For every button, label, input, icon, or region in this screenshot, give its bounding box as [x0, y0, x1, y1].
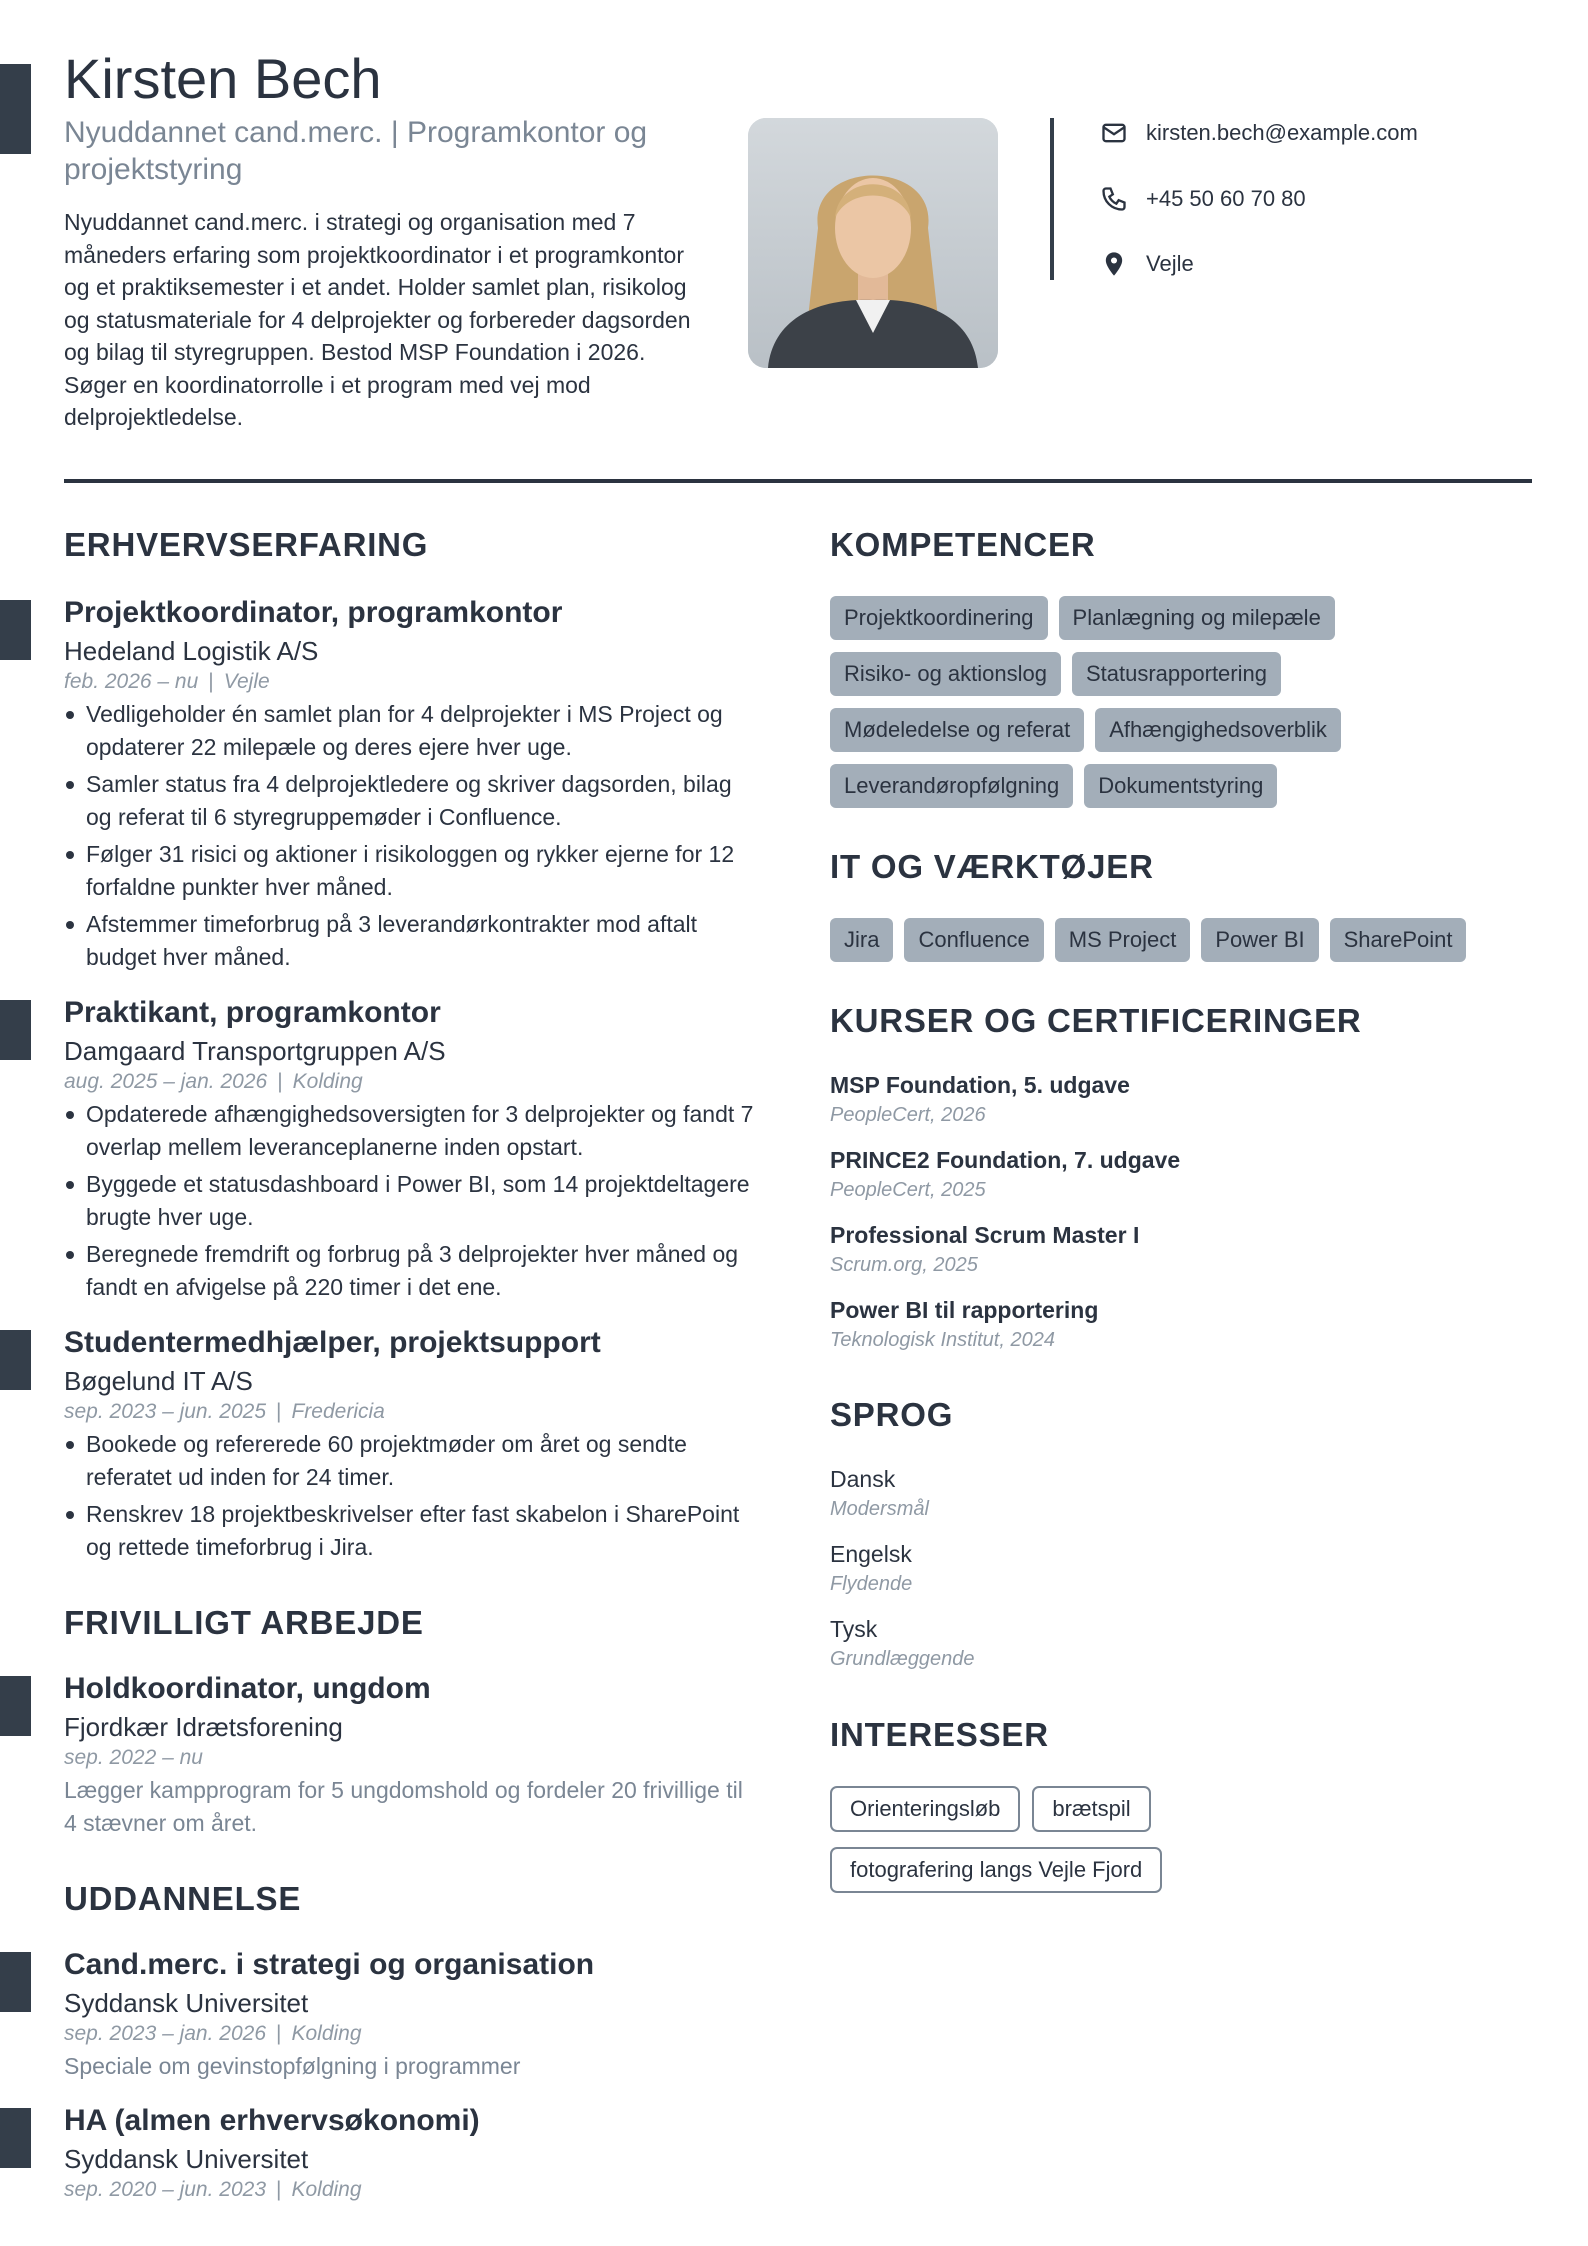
list-item: Vedligeholder én samlet plan for 4 delprojekter i MS Project og opdaterer 22 milepæle og deres ejere hver uge. [64, 698, 754, 763]
course-issuer: PeopleCert, 2025 [830, 1179, 986, 1201]
course-name: Power BI til rapportering [830, 1297, 1099, 1323]
job-place: Fredericia [291, 1400, 385, 1423]
job-meta: aug. 2025 – jan. 2026 | Kolding [64, 1070, 363, 1093]
skill-tag: Dokumentstyring [1084, 764, 1277, 808]
tool-tag: MS Project [1055, 918, 1191, 962]
volunteer-desc: Lægger kampprogram for 5 ungdomshold og fordeler 20 frivillige til 4 stævner om året. [64, 1777, 743, 1836]
skill-tag: Mødeledelse og referat [830, 708, 1084, 752]
candidate-name: Kirsten Bech [64, 47, 382, 110]
volunteer-date: sep. 2022 – nu [64, 1746, 203, 1769]
course-issuer: PeopleCert, 2026 [830, 1104, 986, 1126]
skill-tag: Statusrapportering [1072, 652, 1281, 696]
tool-tag: SharePoint [1330, 918, 1467, 962]
job-date: sep. 2023 – jun. 2025 [64, 1400, 267, 1423]
degree-title: Cand.merc. i strategi og organisation [64, 1948, 595, 1981]
job-title: Projektkoordinator, programkontor [64, 596, 563, 629]
education-marker [0, 2108, 31, 2168]
job-place: Vejle [223, 670, 270, 693]
list-item: Renskrev 18 projektbeskrivelser efter fast skabelon i SharePoint og rettede timeforbrug i Jira. [64, 1498, 754, 1563]
skill-tag: Leverandøropfølgning [830, 764, 1073, 808]
course-name: MSP Foundation, 5. udgave [830, 1072, 1130, 1098]
education-place: Kolding [291, 2178, 362, 2201]
education-place: Kolding [291, 2022, 362, 2045]
job-bullets [64, 1428, 754, 1568]
header-marker [0, 64, 31, 154]
experience-heading: ERHVERVSERFARING [64, 526, 429, 563]
job-date: feb. 2026 – nu [64, 670, 199, 693]
job-marker [0, 1330, 31, 1390]
job-company: Bøgelund IT A/S [64, 1366, 253, 1396]
profile-photo [748, 118, 998, 368]
list-item: Byggede et statusdashboard i Power BI, som 14 projektdeltagere brugte hver uge. [64, 1168, 754, 1233]
job-meta: feb. 2026 – nu | Vejle [64, 670, 270, 693]
tool-tag: Jira [830, 918, 893, 962]
contact-phone[interactable] [1100, 184, 1306, 214]
list-item: Afstemmer timeforbrug på 3 leverandørkontrakter mod aftalt budget hver måned. [64, 908, 754, 973]
language-level: Grundlæggende [830, 1648, 975, 1670]
school-name: Syddansk Universitet [64, 1988, 309, 2018]
education-date: sep. 2023 – jan. 2026 [64, 2022, 267, 2045]
location-text: Vejle [1146, 251, 1194, 276]
tools-heading: IT OG VÆRKTØJER [830, 848, 1154, 885]
job-bullets [64, 698, 754, 978]
skill-tag: Risiko- og aktionslog [830, 652, 1061, 696]
job-title: Studentermedhjælper, projektsupport [64, 1326, 601, 1359]
language-name: Tysk [830, 1616, 878, 1642]
tool-tag: Power BI [1201, 918, 1318, 962]
language-level: Flydende [830, 1573, 913, 1595]
interest-tag: fotografering langs Vejle Fjord [830, 1847, 1162, 1893]
education-meta: sep. 2020 – jun. 2023 | Kolding [64, 2178, 362, 2201]
interest-tag: brætspil [1032, 1786, 1150, 1832]
location-icon [1100, 250, 1128, 278]
course-issuer: Teknologisk Institut, 2024 [830, 1329, 1055, 1351]
header-rule [64, 479, 1532, 483]
headline: Nyuddannet cand.merc. | Programkontor og projektstyring [64, 116, 648, 186]
interests-tags [830, 1786, 1390, 1893]
skill-tag: Planlægning og milepæle [1059, 596, 1335, 640]
school-name: Syddansk Universitet [64, 2144, 309, 2174]
skills-heading: KOMPETENCER [830, 526, 1096, 563]
education-meta: sep. 2023 – jan. 2026 | Kolding [64, 2022, 362, 2045]
education-desc: Speciale om gevinstopfølgning i programmer [64, 2053, 521, 2079]
contact-divider [1050, 118, 1054, 280]
list-item: Bookede og refererede 60 projektmøder om året og sendte referatet ud inden for 24 timer. [64, 1428, 754, 1493]
education-date: sep. 2020 – jun. 2023 [64, 2178, 267, 2201]
email-text: kirsten.bech@example.com [1146, 120, 1418, 145]
tool-tag: Confluence [904, 918, 1043, 962]
degree-title: HA (almen erhvervsøkonomi) [64, 2104, 480, 2137]
job-date: aug. 2025 – jan. 2026 [64, 1070, 268, 1093]
language-name: Dansk [830, 1466, 896, 1492]
phone-text: +45 50 60 70 80 [1146, 186, 1306, 211]
volunteer-heading: FRIVILLIGT ARBEJDE [64, 1604, 424, 1641]
course-name: Professional Scrum Master I [830, 1222, 1140, 1248]
skill-tag: Afhængighedsoverblik [1095, 708, 1341, 752]
courses-heading: KURSER OG CERTIFICERINGER [830, 1002, 1362, 1039]
language-level: Modersmål [830, 1498, 929, 1520]
course-name: PRINCE2 Foundation, 7. udgave [830, 1147, 1181, 1173]
interests-heading: INTERESSER [830, 1716, 1049, 1753]
interest-tag: Orienteringsløb [830, 1786, 1020, 1832]
volunteer-org: Fjordkær Idrætsforening [64, 1712, 343, 1742]
contact-location [1100, 249, 1194, 279]
education-heading: UDDANNELSE [64, 1880, 302, 1917]
list-item: Opdaterede afhængighedsoversigten for 3 delprojekter og fandt 7 overlap mellem leveranceplanerne inden opstart. [64, 1098, 754, 1163]
language-name: Engelsk [830, 1541, 912, 1567]
volunteer-marker [0, 1676, 31, 1736]
phone-icon [1100, 185, 1128, 213]
contact-email[interactable] [1100, 118, 1418, 148]
job-company: Damgaard Transportgruppen A/S [64, 1036, 446, 1066]
skill-tag: Projektkoordinering [830, 596, 1048, 640]
job-meta: sep. 2023 – jun. 2025 | Fredericia [64, 1400, 385, 1423]
education-marker [0, 1952, 31, 2012]
job-marker [0, 600, 31, 660]
list-item: Følger 31 risici og aktioner i risikologgen og rykker ejerne for 12 forfaldne punkter hver måned. [64, 838, 754, 903]
mail-icon [1100, 119, 1128, 147]
list-item: Beregnede fremdrift og forbrug på 3 delprojekter hver måned og fandt en afvigelse på 220 timer i det ene. [64, 1238, 754, 1303]
languages-heading: SPROG [830, 1396, 954, 1433]
volunteer-role: Holdkoordinator, ungdom [64, 1672, 431, 1705]
course-issuer: Scrum.org, 2025 [830, 1254, 978, 1276]
job-place: Kolding [292, 1070, 363, 1093]
skills-tags [830, 596, 1530, 808]
job-company: Hedeland Logistik A/S [64, 636, 319, 666]
job-marker [0, 1000, 31, 1060]
profile-summary: Nyuddannet cand.merc. i strategi og organisation med 7 måneders erfaring som projektkoordinator i et programkontor og et praktiksemester i et andet. Holder samlet plan, risikolog og statusmateriale for 4 delprojekter og forbereder dagsorden og bilag til styregruppen. Bestod MSP Foundation i 2026. Søger en koordinatorrolle i et program med vej mod delprojektledelse. [64, 209, 691, 430]
list-item: Samler status fra 4 delprojektledere og skriver dagsorden, bilag og referat til 6 styregruppemøder i Confluence. [64, 768, 754, 833]
tools-tags [830, 918, 1530, 962]
job-title: Praktikant, programkontor [64, 996, 441, 1029]
job-bullets [64, 1098, 754, 1308]
